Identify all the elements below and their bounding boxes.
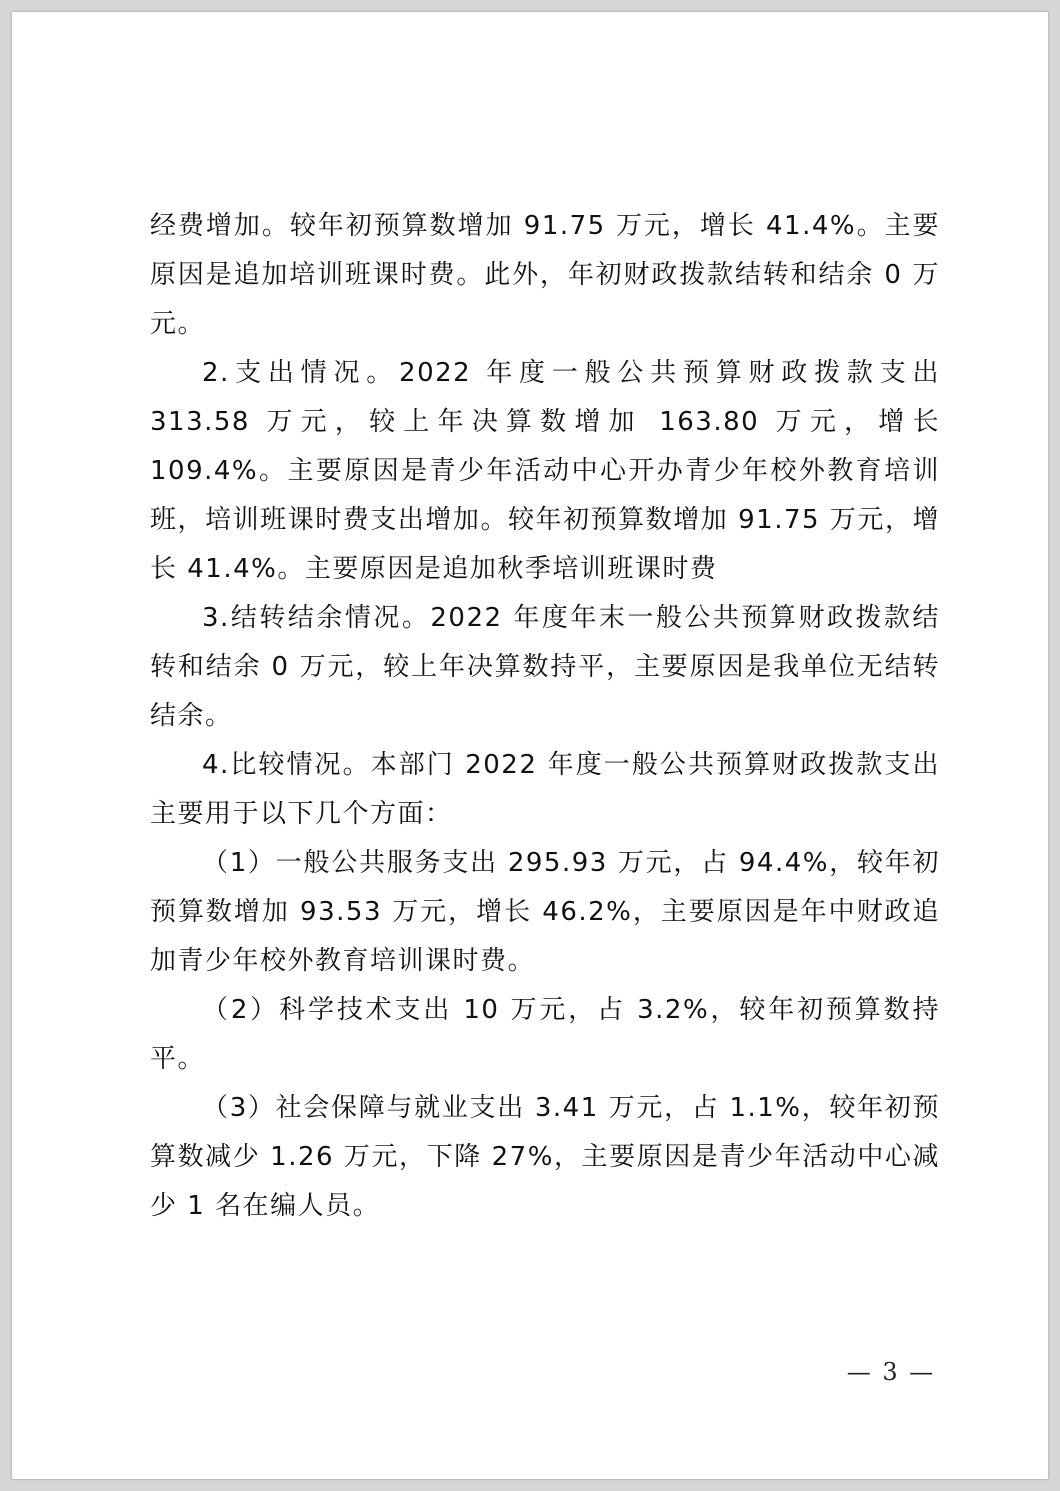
paragraph-item-3: （3）社会保障与就业支出 3.41 万元，占 1.1%，较年初预算数减少 1.26 万元，下降 27%，主要原因是青少年活动中心减少 1 名在编人员。: [150, 1093, 940, 1221]
page-number: — 3 —: [846, 1358, 936, 1386]
paragraph-expenditure: 2.支出情况。2022 年度一般公共预算财政拨款支出 313.58 万元，较上年决算数增加 163.80 万元，增长 109.4%。主要原因是青少年活动中心开办青少年校外教育培训班，培训班课时费支出增加。较年初预算数增加 91.75 万元，增长 41.4%。主要原因是追加秋季培训班课时费: [150, 358, 950, 584]
document-page: [12, 12, 1048, 1479]
paragraph-item-1: （1）一般公共服务支出 295.93 万元，占 94.4%，较年初预算数增加 93.53 万元，增长 46.2%，主要原因是年中财政追加青少年校外教育培训课时费。: [150, 848, 940, 976]
paragraph-carryover: 3.结转结余情况。2022 年度年末一般公共预算财政拨款结转和结余 0 万元，较上年决算数持平，主要原因是我单位无结转结余。: [150, 603, 940, 731]
paragraph-item-2: （2）科学技术支出 10 万元，占 3.2%，较年初预算数持平。: [150, 995, 940, 1074]
paragraph-budget-increase: 经费增加。较年初预算数增加 91.75 万元，增长 41.4%。主要原因是追加培训班课时费。此外，年初财政拨款结转和结余 0 万元。: [150, 211, 940, 339]
document-body: [150, 202, 950, 1231]
paragraph-comparison: 4.比较情况。本部门 2022 年度一般公共预算财政拨款支出主要用于以下几个方面：: [150, 750, 940, 829]
